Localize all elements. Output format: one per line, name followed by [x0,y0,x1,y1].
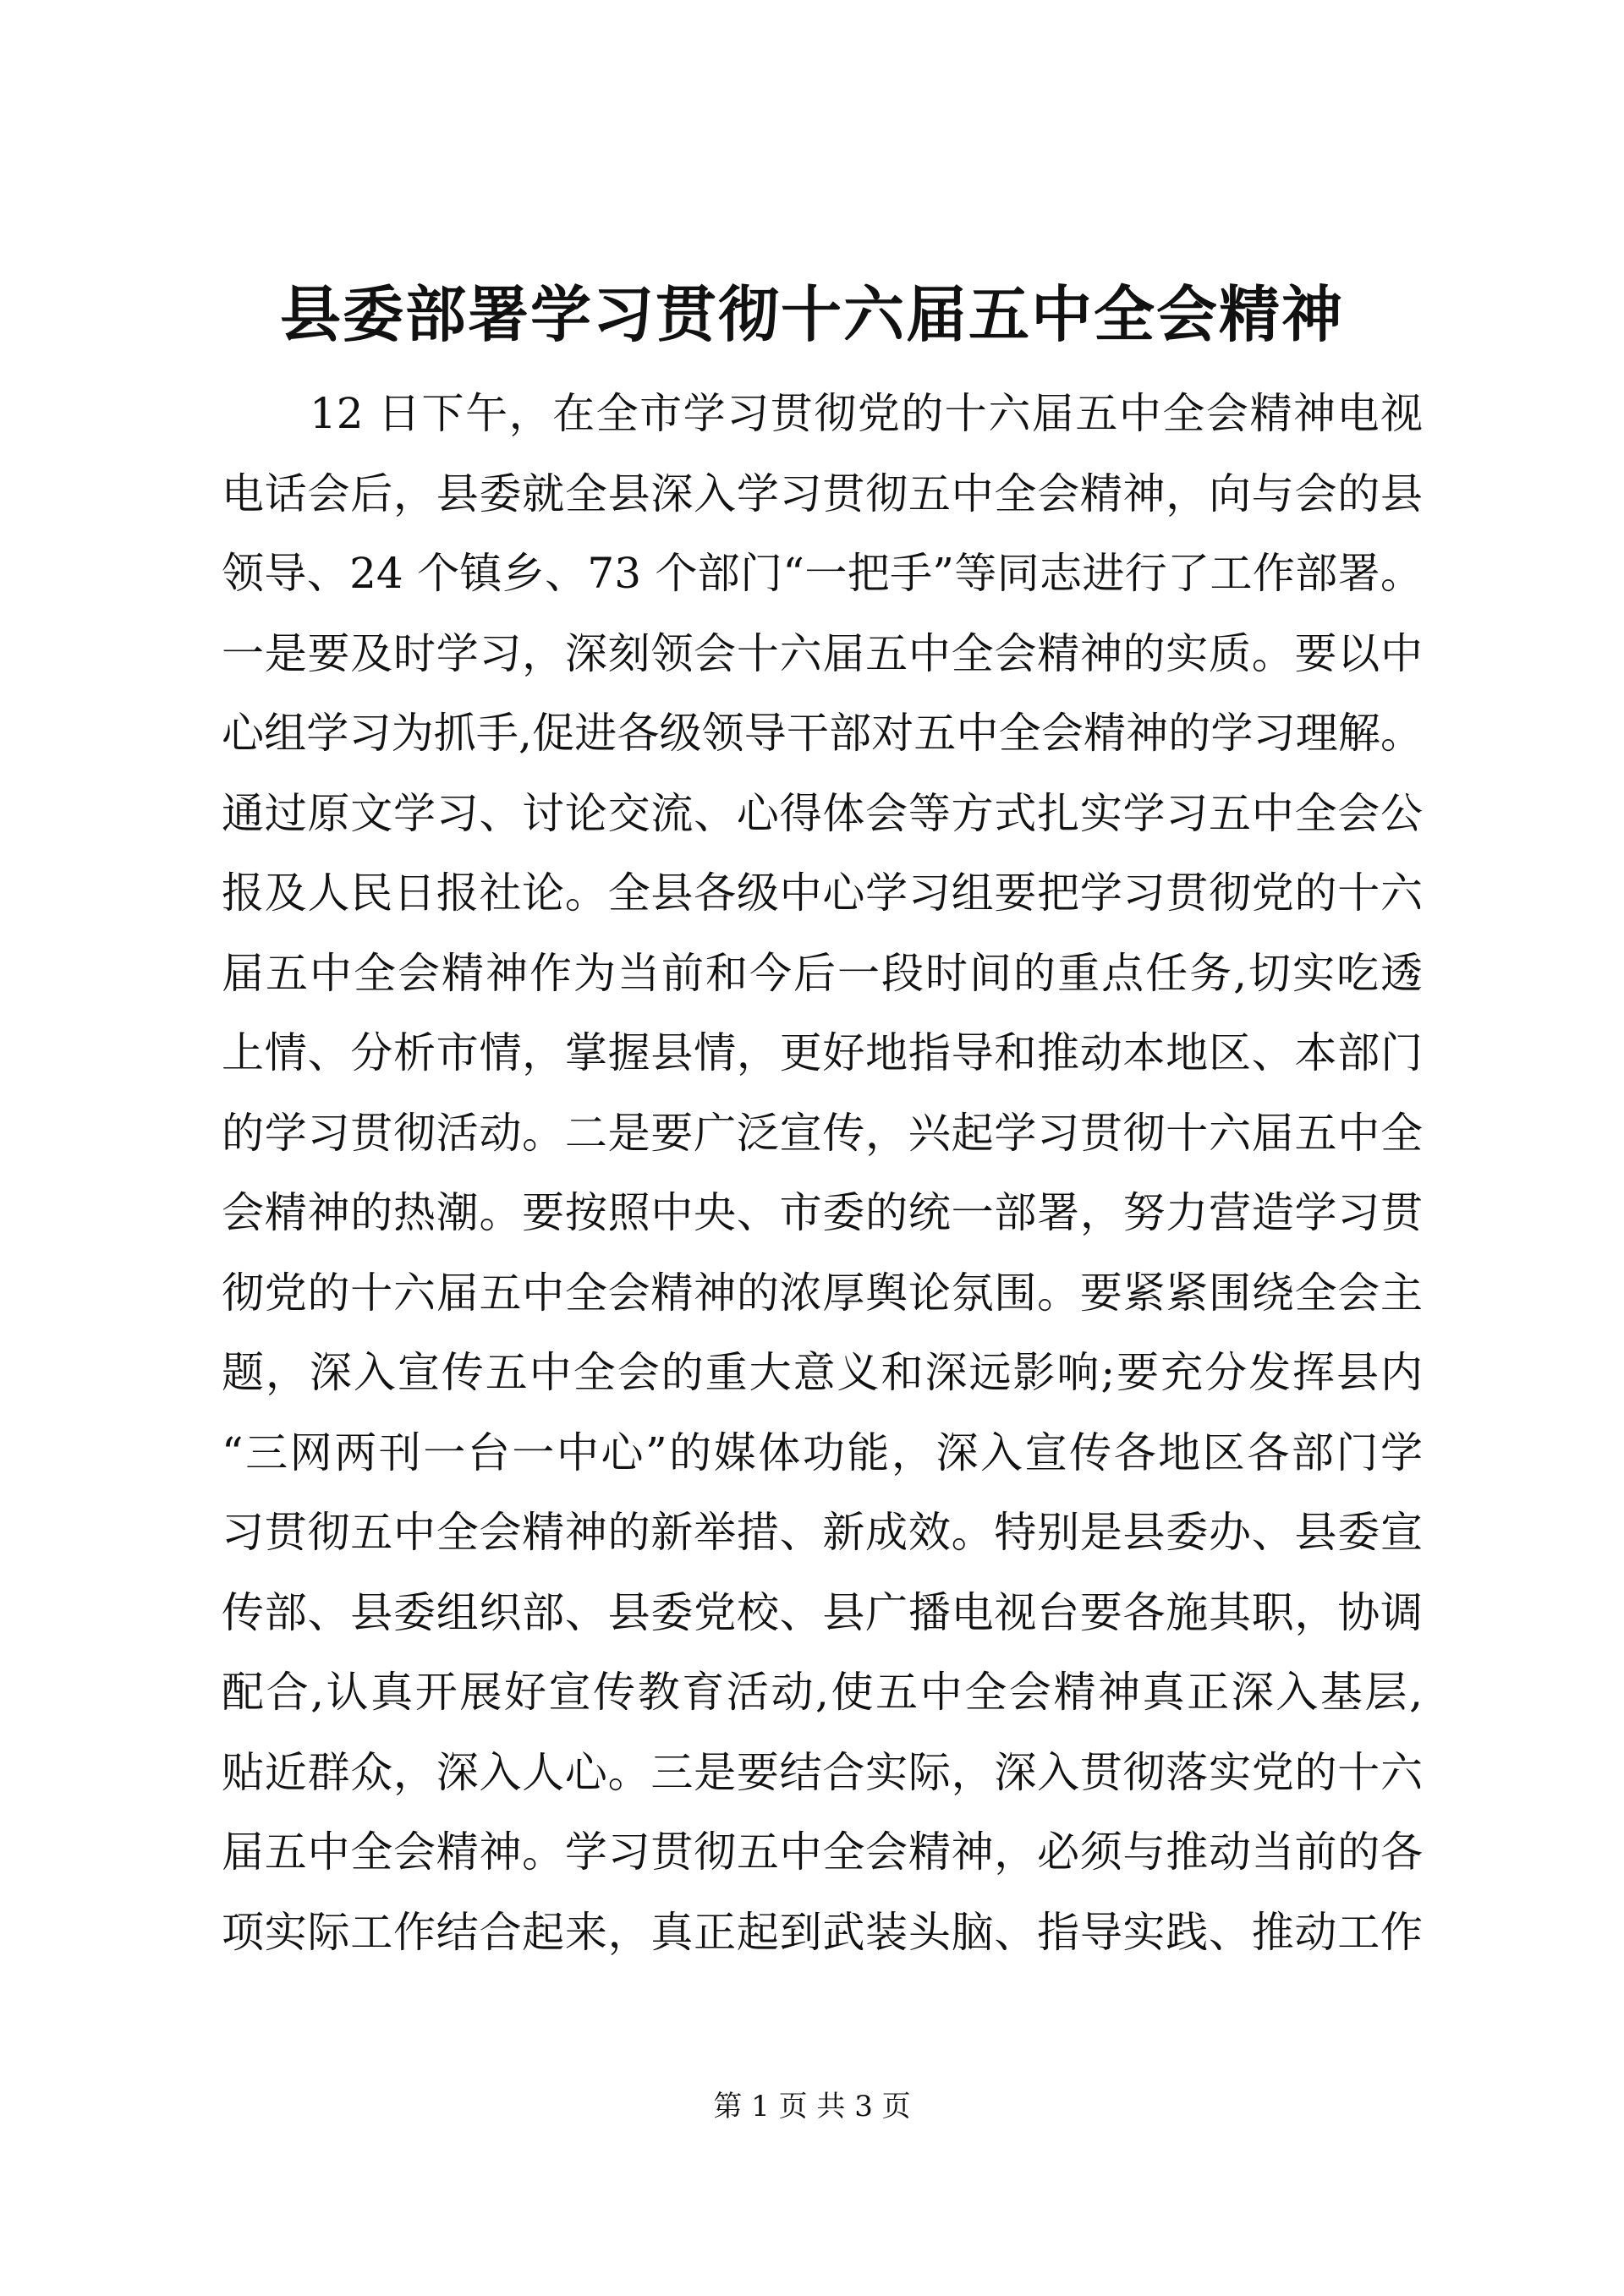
body-line: 项实际工作结合起来，真正起到武装头脑、指导实践、推动工作 [222,1907,1423,1957]
document-body [222,374,1423,1972]
body-line: 的学习贯彻活动。二是要广泛宣传，兴起学习贯彻十六届五中全 [222,1108,1423,1158]
body-line: 心组学习为抓手,促进各级领导干部对五中全会精神的学习理解。 [222,709,1423,758]
body-line: 电话会后，县委就全县深入学习贯彻五中全会精神，向与会的县 [222,469,1423,518]
body-line: 会精神的热潮。要按照中央、市委的统一部署，努力营造学习贯 [222,1188,1423,1237]
body-line: 习贯彻五中全会精神的新举措、新成效。特别是县委办、县委宣 [222,1508,1423,1557]
body-line: 通过原文学习、讨论交流、心得体会等方式扎实学习五中全会公 [222,788,1423,838]
body-line: 领导、24 个镇乡、73 个部门“一把手”等同志进行了工作部署。 [222,549,1423,598]
body-line: 12 日下午，在全市学习贯彻党的十六届五中全会精神电视 [310,389,1423,438]
body-line: 一是要及时学习，深刻领会十六届五中全会精神的实质。要以中 [222,628,1423,678]
body-line: 题，深入宣传五中全会的重大意义和深远影响;要充分发挥县内 [222,1348,1423,1397]
body-line: “三网两刊一台一中心”的媒体功能，深入宣传各地区各部门学 [222,1427,1423,1477]
body-line: 届五中全会精神。学习贯彻五中全会精神，必须与推动当前的各 [222,1827,1423,1877]
body-line: 贴近群众，深入人心。三是要结合实际，深入贯彻落实党的十六 [222,1747,1423,1797]
body-line: 报及人民日报社论。全县各级中心学习组要把学习贯彻党的十六 [222,869,1423,918]
document-title: 县委部署学习贯彻十六届五中全会精神 [279,278,1344,350]
body-line: 传部、县委组织部、县委党校、县广播电视台要各施其职，协调 [222,1587,1423,1637]
body-line: 上情、分析市情，掌握县情，更好地指导和推动本地区、本部门 [222,1028,1423,1077]
body-line: 届五中全会精神作为当前和今后一段时间的重点任务,切实吃透 [222,948,1423,998]
page-number-footer: 第 1 页 共 3 页 [713,2090,911,2123]
body-line: 彻党的十六届五中全会精神的浓厚舆论氛围。要紧紧围绕全会主 [222,1268,1423,1318]
body-line: 配合,认真开展好宣传教育活动,使五中全会精神真正深入基层, [222,1668,1423,1717]
